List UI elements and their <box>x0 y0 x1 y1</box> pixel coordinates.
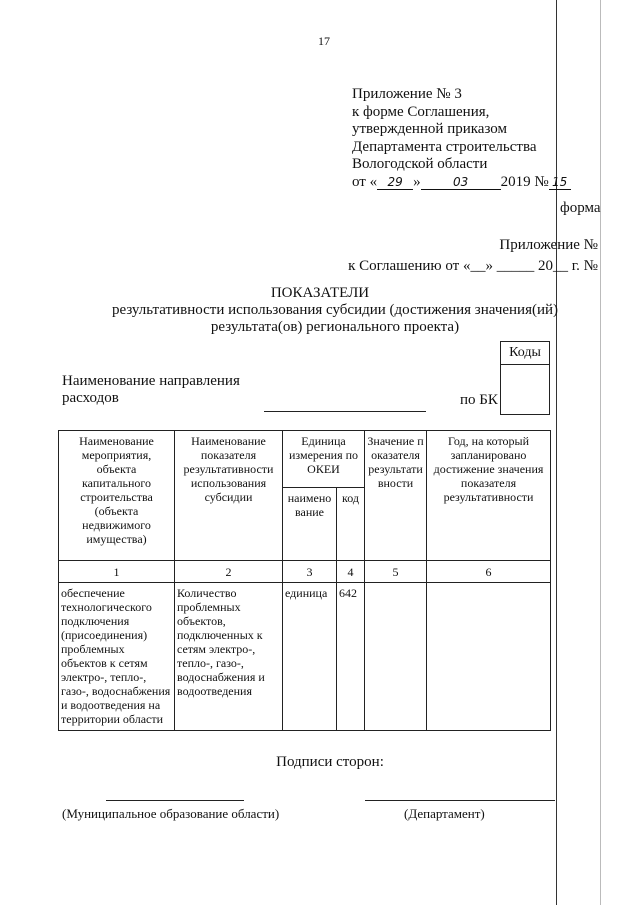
col-number-2: 2 <box>175 561 283 583</box>
date-mid: » <box>413 173 421 190</box>
signature-left-label: (Муниципальное образование области) <box>62 806 280 821</box>
header-unit: Единица измерения по ОКЕИ <box>283 431 365 488</box>
annex-line-4: Департамента строительства <box>352 138 537 155</box>
signature-line-right <box>365 800 555 801</box>
annex-line-5: Вологодской области <box>352 156 488 172</box>
document-title: ПОКАЗАТЕЛИ <box>270 285 370 301</box>
annex-line-1: Приложение № 3 <box>352 86 462 102</box>
col-number-3: 3 <box>283 561 337 583</box>
table-header-row-1 <box>59 431 551 488</box>
annex-line-2: к форме Соглашения, <box>352 103 490 120</box>
table-row <box>59 583 551 731</box>
header-col-1: Наименование мероприятия, объекта капитального строительства (объекта недвижимого имущества) <box>59 431 175 561</box>
col-number-4: 4 <box>337 561 365 583</box>
codes-header: Коды <box>501 342 549 365</box>
header-unit-code: код <box>337 488 365 561</box>
header-col-6: Год, на который запланировано достижение значения показателя результативности <box>427 431 551 561</box>
date-day: 29 <box>377 175 413 190</box>
date-number: 15 <box>549 175 571 190</box>
date-year: 2019 № <box>500 173 549 190</box>
signature-line-left <box>106 800 244 801</box>
document-subtitle: результативности использования субсидии (достижения значения(ий) результата(ов) регионального проекта) <box>111 302 559 335</box>
direction-label-line-2: расходов <box>62 390 119 406</box>
col-number-6: 6 <box>427 561 551 583</box>
header-unit-name: наименование <box>283 488 337 561</box>
annex-date-line <box>352 174 571 192</box>
table-number-row <box>59 561 551 583</box>
cell-indicator-name: Количество проблемных объектов, подключенных к сетям электро-, тепло-, газо-, водоснабжения и водоотведения <box>175 583 283 731</box>
cell-event-name: обеспечение технологического подключения (присоединения) проблемных объектов к сетям электро-, тепло-, газо-, водоснабжения и водоотведения на территории области <box>59 583 175 731</box>
indicators-table <box>58 430 551 731</box>
annex2-block <box>348 235 598 277</box>
header-col-5: Значение показателя результативности <box>365 431 427 561</box>
direction-label-line-1: Наименование направления <box>62 373 240 389</box>
col-number-1: 1 <box>59 561 175 583</box>
annex2-line-1: Приложение № <box>499 237 598 253</box>
date-prefix: от « <box>352 173 378 190</box>
cell-year <box>427 583 551 731</box>
cell-unit-code: 642 <box>337 583 365 731</box>
direction-label <box>62 373 240 407</box>
annex-line-3: утвержденной приказом <box>352 121 508 137</box>
date-month: 03 <box>421 175 501 190</box>
annex2-line-2: к Соглашению от «__» _____ 20__ г. № <box>348 258 598 274</box>
header-col-2: Наименование показателя результативности использования субсидии <box>175 431 283 561</box>
codes-box <box>500 341 550 415</box>
bk-label: по БК <box>460 392 498 408</box>
signature-right-label: (Департамент) <box>404 806 485 821</box>
annex-block <box>352 86 571 191</box>
forma-label: форма <box>560 200 601 216</box>
cell-unit-name: единица <box>283 583 337 731</box>
page-number: 17 <box>318 34 330 48</box>
cell-value <box>365 583 427 731</box>
col-number-5: 5 <box>365 561 427 583</box>
signatures-title: Подписи сторон: <box>276 754 384 770</box>
direction-underline <box>264 411 426 412</box>
